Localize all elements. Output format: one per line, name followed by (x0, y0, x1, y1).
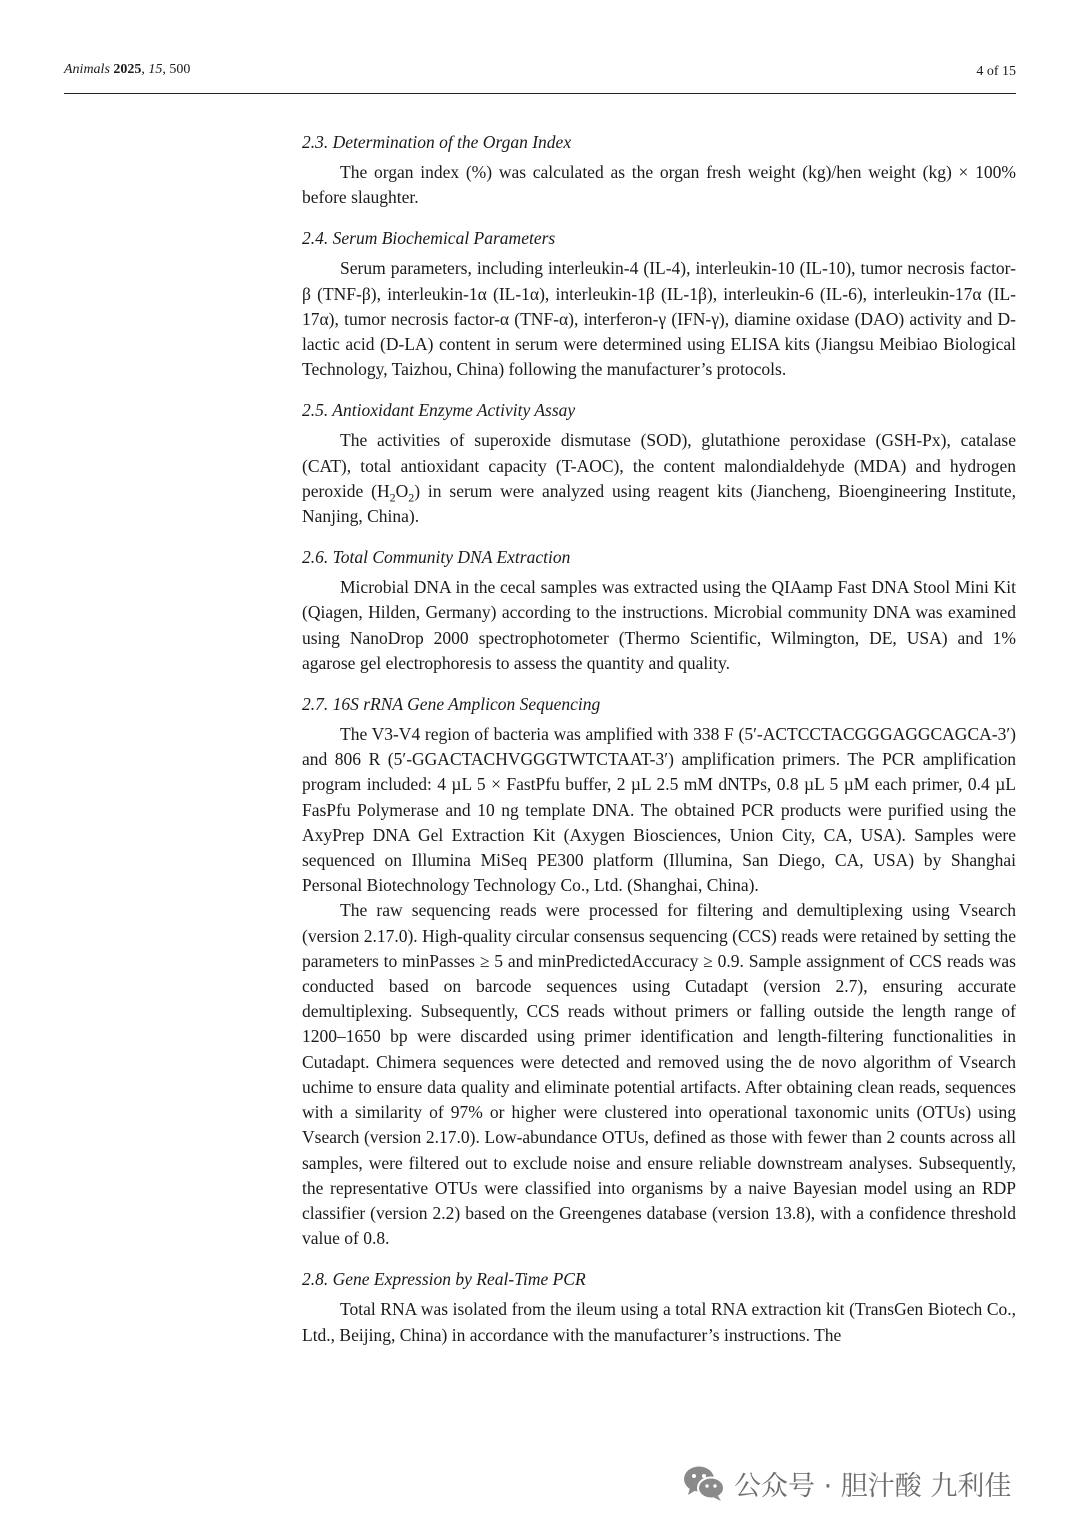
section-serum-biochemical (302, 226, 1016, 382)
wechat-icon (682, 1463, 726, 1503)
journal-name: Animals (64, 62, 110, 77)
journal-year: 2025 (113, 62, 142, 77)
section-title: 2.5. Antioxidant Enzyme Activity Assay (302, 400, 576, 421)
journal-volume: 15 (148, 62, 163, 77)
header-rule (64, 93, 1016, 94)
paragraph: Microbial DNA in the cecal samples was extracted using the QIAamp Fast DNA Stool Mini Kit (Qiagen, Hilden, Germany) according to the instructions. Microbial community DNA was examined using NanoDrop 2000 spectrophotometer (Thermo Scientific, Wilmington, DE, USA) and 1% agarose gel electrophoresis to assess the quantity and quality. (302, 577, 1016, 673)
article-number: 500 (169, 62, 191, 77)
section-title: 2.3. Determination of the Organ Index (302, 132, 572, 152)
section-organ-index (302, 130, 1016, 210)
text-run: The activities of superoxide dismutase (SOD), glutathione peroxidase (GSH-Px), catalase (CAT), total antioxidant capacity (T-AOC), the content malondialdehyde (MDA) and hydrogen peroxide (H (302, 430, 1016, 501)
paragraph: The organ index (%) was calculated as the organ fresh weight (kg)/hen weight (kg) × 100% before slaughter. (302, 162, 1016, 208)
paragraph: The V3-V4 region of bacteria was amplified with 338 F (5′-ACTCCTACGGGAGGCAGCA-3′) and 806 R (5′-GGACTACHVGGGTWTCTAAT-3′) amplification primers. The PCR amplification program included: 4 µL 5 × FastPfu buffer, 2 µL 2.5 mM dNTPs, 0.8 µL 5 µM each primer, 0.4 µL FasPfu Polymerase and 10 ng template DNA. The obtained PCR products were purified using the AxyPrep DNA Gel Extraction Kit (Axygen Biosciences, Union City, CA, USA). Samples were sequenced on Illumina MiSeq PE300 platform (Illumina, San Diego, CA, USA) by Shanghai Personal Biotechnology Technology Co., Ltd. (Shanghai, China). (302, 724, 1016, 896)
body-text (302, 130, 1016, 1364)
section-gene-expression (302, 1267, 1016, 1347)
section-title: 2.6. Total Community DNA Extraction (302, 547, 571, 568)
journal-citation: Animals 2025, 15, 500 (64, 62, 191, 77)
page-number: 4 of 15 (976, 64, 1016, 79)
section-title: 2.4. Serum Biochemical Parameters (302, 228, 556, 249)
section-dna-extraction (302, 545, 1016, 676)
subscript: 2 (408, 490, 415, 505)
subscript: 2 (389, 490, 396, 505)
text-run: O (395, 480, 409, 501)
paragraph: Total RNA was isolated from the ileum using a total RNA extraction kit (TransGen Biotech Co., Ltd., Beijing, China) in accordance with the manufacturer’s instructions. The (302, 1299, 1016, 1345)
paragraph (302, 428, 1016, 529)
paragraph: Serum parameters, including interleukin-4 (IL-4), interleukin-10 (IL-10), tumor necrosis factor-β (TNF-β), interleukin-1α (IL-1α), interleukin-1β (IL-1β), interleukin-6 (IL-6), interleukin-17α (IL-17α), tumor necrosis factor-α (TNF-α), interferon-γ (IFN-γ), diamine oxidase (DAO) activity and D-lactic acid (D-LA) content in serum were determined using ELISA kits (Jiangsu Meibiao Biological Technology, Taizhou, China) following the manufacturer’s protocols. (302, 258, 1016, 380)
watermark-text: 公众号 · 胆汁酸 九利佳 (734, 1470, 1012, 1502)
section-title: 2.8. Gene Expression by Real-Time PCR (302, 1269, 586, 1290)
section-antioxidant (302, 398, 1016, 529)
text-run: ) in serum were analyzed using reagent kits (Jiancheng, Bioengineering Institute, Nanjing, China). (302, 480, 1016, 527)
watermark (682, 1461, 1011, 1505)
section-16s-sequencing (302, 692, 1016, 1251)
section-title: 2.7. 16S rRNA Gene Amplicon Sequencing (302, 694, 601, 715)
paragraph: The raw sequencing reads were processed for filtering and demultiplexing using Vsearch (version 2.17.0). High-quality circular consensus sequencing (CCS) reads were retained by setting the parameters to minPasses ≥ 5 and minPredictedAccuracy ≥ 0.9. Sample assignment of CCS reads was conducted based on barcode sequences using Cutadapt (version 2.7), ensuring accurate demultiplexing. Subsequently, CCS reads without primers or falling outside the length range of 1200–1650 bp were discarded using primer identification and length-filtering functionalities in Cutadapt. Chimera sequences were detected and removed using the de novo algorithm of Vsearch uchime to ensure data quality and eliminate potential artifacts. After obtaining clean reads, sequences with a similarity of 97% or higher were clustered into operational taxonomic units (OTUs) using Vsearch (version 2.17.0). Low-abundance OTUs, defined as those with fewer than 2 counts across all samples, were filtered out to exclude noise and ensure reliable downstream analyses. Subsequently, the representative OTUs were classified into organisms by a naive Bayesian model using an RDP classifier (version 2.2) based on the Greengenes database (version 13.8), with a confidence threshold value of 0.8. (302, 900, 1016, 1249)
running-header (64, 62, 1016, 84)
